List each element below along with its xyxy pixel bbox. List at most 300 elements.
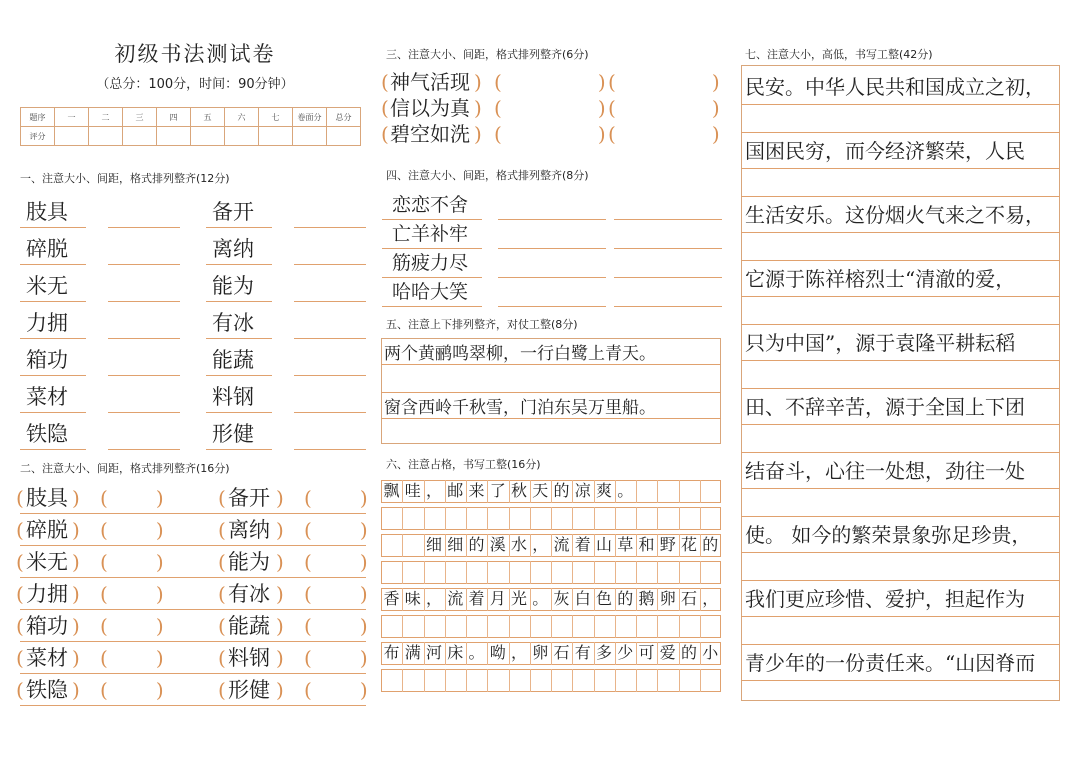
passage-line: 它源于陈祥榕烈士“清澈的爱， [745,267,1016,291]
grid-cell-divider [551,507,552,530]
underline [382,248,482,249]
idiom: 亡羊补牢 [392,223,469,245]
page-title: 初级书法测试卷 [114,42,276,66]
grid-char: 小 [702,643,719,662]
grid-cell-divider [445,561,446,584]
page-subtitle: （总分：100分，时间：90分钟） [96,77,294,92]
grid-cell-divider [445,615,446,638]
ruled-line [741,580,1060,581]
grid-char: 月 [489,589,506,608]
grid-cell-divider [466,507,467,530]
grid-char: 卵 [659,589,676,608]
score-input-cell[interactable] [157,127,191,146]
passage-line: 民安。中华人民共和国成立之初， [745,75,1045,99]
grid-char: 着 [574,535,591,554]
underline [206,227,272,228]
paren-close: ) [474,70,482,94]
grid-char: 。 [532,589,549,608]
underline [382,277,482,278]
grid-char: 流 [447,589,464,608]
paren-open: ( [218,550,226,574]
answer-blank[interactable] [294,375,366,376]
score-cell: 二 [89,108,123,127]
paren-close: ) [276,550,284,574]
word: 备开 [212,200,254,224]
grid-cell-divider [594,561,595,584]
section6-title: 六、注意占格，书写工整(16分) [386,458,541,471]
grid-cell-divider [509,669,510,692]
answer-paren[interactable]: ( ) [304,582,368,606]
grid-char: 味 [404,589,421,608]
answer-blank[interactable] [294,449,366,450]
answer-blank[interactable] [498,306,606,307]
answer-blank[interactable] [108,412,180,413]
grid-char: 石 [553,643,570,662]
grid-char: 哇 [404,481,421,500]
underline [20,301,86,302]
grid-cell-divider [615,669,616,692]
grid-char: ， [425,481,442,500]
paren-open: ( [218,518,226,542]
passage-line: 结奋斗，心往一处想，劲往一处 [745,459,1025,483]
grid-char: 了 [489,481,506,500]
score-input-cell[interactable] [259,127,293,146]
grid-cell-divider [594,507,595,530]
grid-char: 的 [680,643,697,662]
underline [20,264,86,265]
grid-char: 的 [468,535,485,554]
word: 能蔬 [212,348,254,372]
grid-char: 细 [447,535,464,554]
word: 有冰 [228,582,270,606]
grid-cell-divider [445,507,446,530]
answer-blank[interactable] [498,248,606,249]
answer-paren[interactable]: ( ) [100,582,164,606]
paren-open: ( [218,678,226,702]
paren-close: ) [72,486,80,510]
ruled-line [741,452,1060,453]
idiom: 恋恋不舍 [392,194,469,216]
grid-cell-divider [636,507,637,530]
grid-char: 满 [404,643,421,662]
paren-open: ( [381,122,389,146]
grid-char: 有 [574,643,591,662]
section2-title: 二、注意大小、间距，格式排列整齐(16分) [20,462,230,475]
answer-paren[interactable]: ( ) [100,646,164,670]
grid-char: 布 [383,643,400,662]
grid-char: 飘 [383,481,400,500]
grid-cell-divider [679,669,680,692]
grid-cell-divider [402,615,403,638]
answer-blank[interactable] [614,306,722,307]
row-line [20,609,366,610]
grid-char: 的 [702,535,719,554]
grid-cell-divider [700,669,701,692]
answer-blank[interactable] [294,264,366,265]
grid-cell-divider [636,615,637,638]
answer-paren[interactable]: ( ) [608,70,720,94]
word: 能蔬 [228,614,270,638]
score-cell: 六 [225,108,259,127]
underline [20,412,86,413]
row-line [20,641,366,642]
grid-char: 可 [638,643,655,662]
word: 碎脱 [26,237,68,261]
section5-title: 五、注意上下排列整齐，对仗工整(8分) [386,318,578,331]
ruled-line [741,360,1060,361]
grid-char [382,533,401,557]
section7-title: 七、注意大小，高低，书写工整(42分) [745,48,933,61]
row-line [20,513,366,514]
grid-cell-divider [402,507,403,530]
grid-cell-divider [615,615,616,638]
grid-cell-divider [572,561,573,584]
grid-cell-divider [657,615,658,638]
passage-line: 田、不辞辛苦，源于全国上下团 [745,395,1025,419]
idiom: 筋疲力尽 [392,252,469,274]
score-input-cell[interactable] [123,127,157,146]
score-table-header-row [21,108,361,127]
word: 米无 [26,274,68,298]
underline [206,338,272,339]
paren-open: ( [16,582,24,606]
grid-cell-divider [636,561,637,584]
answer-blank[interactable] [108,375,180,376]
grid-char: 少 [617,643,634,662]
grid-cell-divider [487,561,488,584]
ruled-line [741,680,1060,681]
answer-blank[interactable] [108,227,180,228]
answer-paren[interactable]: ( ) [100,678,164,702]
paren-open: ( [218,646,226,670]
score-input-cell[interactable] [225,127,259,146]
grid-char: 多 [595,643,612,662]
ruled-line [741,516,1060,517]
grid-char: 花 [680,535,697,554]
paren-close: ) [276,614,284,638]
answer-blank[interactable] [498,277,606,278]
word: 肢具 [26,200,68,224]
grid-cell-divider [509,615,510,638]
ruled-line [741,232,1060,233]
underline [206,449,272,450]
passage-line: 国困民穷，而今经济繁荣，人民 [745,139,1025,163]
word: 料钢 [212,385,254,409]
paren-open: ( [16,550,24,574]
score-table [20,107,361,146]
idiom: 哈哈大笑 [392,281,469,303]
row-line [20,577,366,578]
answer-blank[interactable] [614,219,722,220]
word: 米无 [26,550,68,574]
paren-open: ( [381,70,389,94]
passage-line: 青少年的一份责任来。“山因脊而 [745,651,1036,675]
answer-paren[interactable]: ( ) [304,486,368,510]
word: 菜材 [26,646,68,670]
grid-cell-divider [551,615,552,638]
score-cell: 五 [191,108,225,127]
ruled-line [741,424,1060,425]
grid-cell-divider [551,669,552,692]
grid-cell-divider [615,507,616,530]
paren-close: ) [474,96,482,120]
paren-open: ( [16,678,24,702]
ruled-line [741,132,1060,133]
grid-cell-divider [636,480,637,503]
word: 箱功 [26,348,68,372]
score-input-cell[interactable] [191,127,225,146]
answer-paren[interactable]: ( ) [100,614,164,638]
grid-char: 香 [383,589,400,608]
ruled-line [741,616,1060,617]
underline [206,375,272,376]
idiom: 神气活现 [390,70,470,94]
paren-open: ( [16,614,24,638]
grid-cell-divider [636,669,637,692]
grid-cell-divider [679,561,680,584]
grid-char: 石 [680,589,697,608]
underline [20,338,86,339]
grid-cell-divider [487,615,488,638]
grid-char: 爽 [595,481,612,500]
score-cell: 评分 [21,127,55,146]
ruled-line [741,388,1060,389]
grid-char [403,533,422,557]
grid-cell-divider [509,561,510,584]
paren-close: ) [72,678,80,702]
paren-close: ) [276,646,284,670]
underline [20,449,86,450]
ruled-line [741,324,1060,325]
grid-char: ， [702,589,719,608]
answer-paren[interactable]: ( ) [494,96,606,120]
grid-char: ， [510,643,527,662]
ruled-line [381,392,721,393]
grid-cell-divider [615,561,616,584]
grid-cell-divider [530,669,531,692]
row-line [20,673,366,674]
paren-open: ( [16,486,24,510]
answer-blank[interactable] [294,227,366,228]
grid-cell-divider [679,615,680,638]
paren-close: ) [72,582,80,606]
grid-char: 流 [553,535,570,554]
word: 箱功 [26,614,68,638]
grid-cell-divider [700,507,701,530]
word: 能为 [228,550,270,574]
answer-paren[interactable]: ( ) [100,486,164,510]
grid-char: 的 [617,589,634,608]
section3-title: 三、注意大小、间距，格式排列整齐(6分) [386,48,589,61]
answer-blank[interactable] [108,264,180,265]
answer-blank[interactable] [294,412,366,413]
paren-open: ( [16,646,24,670]
grid-cell-divider [530,615,531,638]
grid-cell-divider [424,669,425,692]
grid-cell-divider [445,669,446,692]
underline [382,219,482,220]
grid-cell-divider [424,507,425,530]
word: 有冰 [212,311,254,335]
answer-paren[interactable]: ( ) [304,518,368,542]
grid-cell-divider [657,480,658,503]
answer-paren[interactable]: ( ) [304,678,368,702]
grid-cell-divider [657,507,658,530]
word: 备开 [228,486,270,510]
grid-cell-divider [487,669,488,692]
grid-cell-divider [402,669,403,692]
word: 离纳 [212,237,254,261]
word: 离纳 [228,518,270,542]
couplet-line: 两个黄鹂鸣翠柳，一行白鹭上青天。 [384,344,656,364]
word: 铁隐 [26,678,68,702]
grid-cell-divider [424,561,425,584]
grid-cell-divider [424,615,425,638]
row-line [20,705,366,706]
answer-paren[interactable]: ( ) [494,122,606,146]
grid-char: 邮 [447,481,464,500]
paren-close: ) [72,550,80,574]
paren-close: ) [276,582,284,606]
word: 碎脱 [26,518,68,542]
couplet-line: 窗含西岭千秋雪，门泊东吴万里船。 [384,398,656,418]
paren-close: ) [474,122,482,146]
section4-title: 四、注意大小、间距，格式排列整齐(8分) [386,169,589,182]
grid-char: 。 [468,643,485,662]
answer-paren[interactable]: ( ) [304,550,368,574]
paren-close: ) [72,614,80,638]
grid-cell-divider [509,507,510,530]
underline [20,227,86,228]
grid-char: 的 [553,481,570,500]
grid-char: 水 [510,535,527,554]
paren-close: ) [276,678,284,702]
grid-cell-divider [700,480,701,503]
grid-char: 来 [468,481,485,500]
word: 料钢 [228,646,270,670]
answer-paren[interactable]: ( ) [100,518,164,542]
grid-cell-divider [594,669,595,692]
answer-blank[interactable] [294,338,366,339]
grid-char: ， [425,589,442,608]
answer-blank[interactable] [108,301,180,302]
answer-paren[interactable]: ( ) [304,614,368,638]
answer-blank[interactable] [108,449,180,450]
grid-cell-divider [700,561,701,584]
underline [20,375,86,376]
score-cell: 七 [259,108,293,127]
answer-paren[interactable]: ( ) [304,646,368,670]
answer-blank[interactable] [498,219,606,220]
ruled-line [741,552,1060,553]
grid-char: 卵 [532,643,549,662]
ruled-line [741,168,1060,169]
answer-paren[interactable]: ( ) [608,122,720,146]
underline [206,412,272,413]
grid-char: 灰 [553,589,570,608]
word: 力拥 [26,311,68,335]
grid-cell-divider [657,561,658,584]
grid-cell-divider [466,669,467,692]
grid-cell-divider [551,561,552,584]
grid-cell-divider [466,561,467,584]
grid-char: 河 [425,643,442,662]
score-cell: 总分 [327,108,361,127]
score-input-cell[interactable] [55,127,89,146]
grid-char: 呦 [489,643,506,662]
answer-blank[interactable] [614,277,722,278]
grid-cell-divider [700,615,701,638]
idiom: 碧空如洗 [390,122,470,146]
score-cell: 题序 [21,108,55,127]
score-cell: 三 [123,108,157,127]
grid-cell-divider [594,615,595,638]
paren-close: ) [276,518,284,542]
grid-char: 秋 [510,481,527,500]
score-cell: 卷面分 [293,108,327,127]
passage-line: 使。 如今的繁荣景象弥足珍贵， [745,523,1032,547]
score-cell: 四 [157,108,191,127]
answer-paren[interactable]: ( ) [494,70,606,94]
passage-line: 生活安乐。这份烟火气来之不易， [745,203,1045,227]
paren-open: ( [218,582,226,606]
ruled-line [741,104,1060,105]
grid-char: 天 [532,481,549,500]
paren-close: ) [72,646,80,670]
paren-open: ( [381,96,389,120]
grid-char: ， [532,535,549,554]
answer-blank[interactable] [294,301,366,302]
grid-char: 着 [468,589,485,608]
paren-open: ( [16,518,24,542]
paren-open: ( [218,614,226,638]
word: 形健 [228,678,270,702]
score-input-cell[interactable] [293,127,327,146]
answer-paren[interactable]: ( ) [608,96,720,120]
score-input-cell[interactable] [89,127,123,146]
word: 菜材 [26,385,68,409]
grid-cell-divider [572,615,573,638]
answer-blank[interactable] [614,248,722,249]
underline [382,306,482,307]
ruled-line [741,488,1060,489]
passage-line: 只为中国”，源于袁隆平耕耘稻 [745,331,1016,355]
grid-char: 爱 [659,643,676,662]
paren-open: ( [218,486,226,510]
grid-cell-divider [487,507,488,530]
word: 形健 [212,422,254,446]
score-input-cell[interactable] [327,127,361,146]
underline [206,301,272,302]
ruled-line [741,296,1060,297]
grid-cell-divider [679,480,680,503]
grid-char: 。 [617,481,634,500]
grid-char: 凉 [574,481,591,500]
answer-paren[interactable]: ( ) [100,550,164,574]
answer-blank[interactable] [108,338,180,339]
score-cell: 一 [55,108,89,127]
ruled-line [741,196,1060,197]
grid-char: 色 [595,589,612,608]
grid-cell-divider [572,669,573,692]
grid-char: 和 [638,535,655,554]
idiom: 信以为真 [390,96,470,120]
grid-char: 山 [595,535,612,554]
underline [206,264,272,265]
grid-cell-divider [572,507,573,530]
word: 力拥 [26,582,68,606]
word: 肢具 [26,486,68,510]
